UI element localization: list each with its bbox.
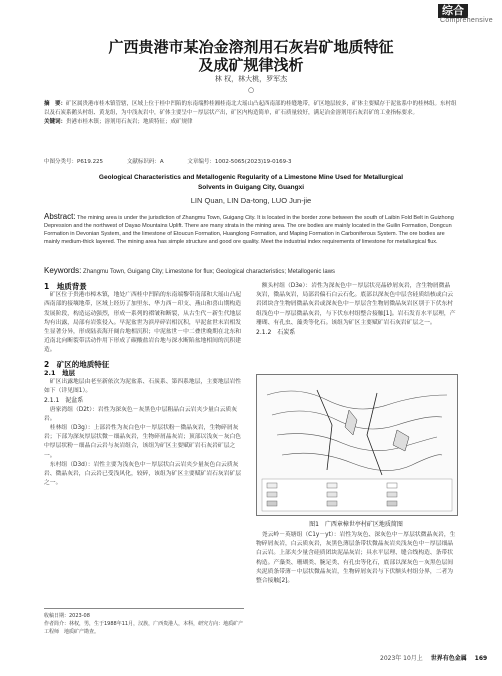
abstract-zh [44,100,458,127]
section-2-1-heading: 2.1 地层 [44,368,76,377]
paragraph-yaoyunling: 尧云岭－英塘组（C1y－yt）：岩性为灰色、深灰色中－厚层状微晶灰岩，生物碎屑灰岩，白云质灰岩，灰黑色薄层条带状微晶灰岩夹浅灰色中－厚层细晶白云岩。上部夹少量含硅质团块泥晶灰岩；具水平层理、缝合线构造、条带状构造。产藻类、珊瑚类、腕足类、有孔虫等化石，底部以深灰色－灰黑色层间夹泥质条带薄－中层状微晶灰岩，生物碎屑灰岩与下伏额头村组分界，二者为整合接触[2]。 [256,532,456,585]
page-number: 169 [474,655,488,662]
abstract-text: 矿区属贵港市桂木镇管辖，区域上位于桂中凹陷的东南端黔桂湘桂南北大瑶山凸起西南部的桂缝地带，矿区地层较多，矿体主要赋存于泥盆系中的桂林组。东村组以及石炭系鹅头村组、黄龙组，为中浅灰岩中，矿体主要呈中－厚层状产出，矿区内构造简单，矿石质量较好，满足冶金溶剂用石灰岩矿的工业指标要求。 [44,101,457,116]
paragraph-tangjiawan: 唐家湾组（D2t）：岩性为深灰色－灰黑色中层粗晶白云岩夹少量白云质灰岩。 [44,406,238,422]
english-keywords-label: Keywords: [44,266,82,275]
journal-name: 世界有色金属 [430,655,467,662]
classification-meta [44,157,458,165]
doc-code: 文献标识码：A [126,159,164,165]
issue-date: 2023年 10月上 [380,655,423,662]
section-1-text: 矿区位于贵港市樟木镇，地处广西桂中凹陷的东南端黎带南部和大瑶山凸起西南部的接壤地带，区域上经历了加里东、华力西－印支、燕山和喜山期构造发展阶段，构造运动强烈，形成一系列的褶皱和断裂，从古生代－新生代地层均有出露，局部有岩浆侵入。早泥盆世为滨岸碎岩相沉积，早泥盆世末岩相发生显著分异，形成陆表海开阔台地相沉积；中泥盆世－中二叠世晚期在北东和近南北向断裂带活动作用下形成了碳酸盐岩台地与深水断陷盆地相间的沉积建造。 [44,292,242,354]
page-title-line2: 及成矿规律浅析 [198,56,304,74]
english-title-line1: Geological Characteristics and Metallogenic Regularity of a Limestone Mine Used for Metallurgical [98,174,404,181]
section-badge-en: Comprehensive [440,17,493,24]
paragraph-guilin: 桂林组（D3g）：上部岩性为灰白色中－厚层状粉－微晶灰岩，生物碎屑灰岩；下部为深灰厚层状微－细晶灰岩，生物碎屑晶灰岩；顶部以浅灰－灰白色中厚层状粉－细晶白云岩与灰岩组合，该组为矿区主要赋矿岩石灰岩矿层之一。 [44,425,242,459]
page-footer [380,653,487,662]
right-column-bottom [256,531,456,586]
english-keywords-text: Zhangmu Town, Guigang City; Limestone for flux; Geological characteristics; Metallogenic laws [83,269,336,275]
english-abstract [44,213,458,246]
section-1-heading: 1 地质背景 [44,282,87,291]
received-date: 收稿日期：2023-08 [44,613,90,619]
page-title-line1: 广西贵港市某冶金溶剂用石灰岩矿地质特征 [108,38,394,56]
english-abstract-text: The mining area is under the jurisdiction of Zhangmu Town, Guigang City. It is located in the border zone between the south of Laibin Fold Belt in Guizhong Depression and the northwest of Dayao Mountains Uplift. There are many strata in the mining area. The ore bodies are mainly located in the Guilin Formation, Dongcun Formation in Devonian System, and the limestone of Etoucun Formation, Huanglong Formation, and Maping Formation in Carboniferous System. The ore bodies are mainly medium-thick layered. The mining area has simple structure and good ore quality. Meet the industrial index requirements of limestone for metallurgical flux. [44,215,454,245]
clc-number: 中图分类号：P619.225 [44,159,104,165]
right-column-top [256,282,456,337]
affiliation: ○ [247,86,255,94]
keywords-text: 贵港市桂木镇；溶剂用石灰岩；地质特征；成矿规律 [66,119,193,125]
english-authors: LIN Quan, LIN Da-tong, LUO Jun-jie [190,196,312,205]
geological-map-figure [256,374,458,516]
section-2-1-text: 矿区出露地层由老至新依次为泥盆系、石炭系、第四系地层，主要地层岩性如下（详见图1）。 [44,379,242,395]
section-badge: 综合 [438,4,468,18]
english-keywords [44,266,458,275]
authors: 林 权，林大桃，罗军杰 [214,75,288,83]
paragraph-dongcun: 东村组（D3d）：岩性主要为浅灰色中－厚层状白云岩夹少量灰色白云质灰岩、微晶灰岩，白云岩已受浅风化，较碎，该组为矿区主要赋矿岩石灰岩矿层之一。 [44,461,242,487]
section-2-1-2-heading: 2.1.2 石炭系 [256,329,296,337]
english-abstract-label: Abstract: [44,212,76,221]
english-title [0,173,502,193]
paragraph-etoucun: 额头村组（D3e）：岩性为深灰色中－厚层状亮晶砂屑灰岩，含生物屑微晶灰岩，微晶灰岩，局部岩偏石白云石化。底部以深灰色中层含硅质结核或白云岩团块含生物屑微晶灰岩或深灰色中－厚层含生物屑微晶灰岩区别于下伏东村组浅色中－厚层微晶灰岩，与下伏东村组整合接触[1]。岩石发育水平层理，产珊瑚、有孔虫、藻类等化石。该组为矿区主要赋矿岩石灰岩矿层之一。 [256,283,456,326]
abstract-label: 摘 要： [44,101,67,107]
author-bio: 作者简介：林权，男，生于1988年11月，汉族，广西贵港人，本科，研究方向：地质矿产工程师 地质矿产勘查。 [44,621,244,635]
section-2-heading: 2 矿区的地质特征 [44,359,110,369]
footnote [44,608,244,636]
figure-caption: 图1 广西章樟世亭村矿区地质简图 [309,521,403,528]
article-number: 文章编号：1002-5065(2023)19-0169-3 [187,159,292,165]
keywords-label: 关键词： [44,119,67,125]
geological-map-svg [257,375,457,515]
left-column [44,282,244,488]
section-2-1-1-heading: 2.1.1 泥盆系 [44,397,84,405]
english-title-line2: Solvents in Guigang City, Guangxi [197,184,305,191]
